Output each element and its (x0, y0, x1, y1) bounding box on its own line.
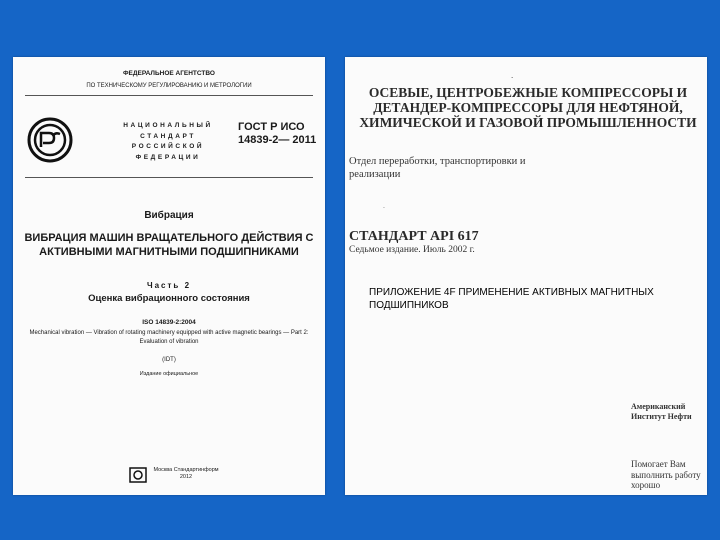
edition-label: Седьмое издание. Июль 2002 г. (349, 245, 475, 255)
document-title: ОСЕВЫЕ, ЦЕНТРОБЕЖНЫЕ КОМПРЕССОРЫ И ДЕТАНДЕР-КОМПРЕССОРЫ ДЛЯ НЕФТЯНОЙ, ХИМИЧЕСКОЙ И ГАЗОВОЙ ПРОМЫШЛЕННОСТИ (359, 85, 697, 130)
document-group: Вибрация (144, 210, 194, 221)
agency-line-2: ПО ТЕХНИЧЕСКОМУ РЕГУЛИРОВАНИЮ И МЕТРОЛОГИИ (86, 83, 252, 89)
logo-text: РСТ (47, 158, 53, 162)
part-label: Часть 2 (146, 281, 192, 290)
api-standard-cover (345, 57, 707, 495)
agency-line-1: ФЕДЕРАЛЬНОЕ АГЕНТСТВО (123, 70, 215, 77)
document-title: ВИБРАЦИЯ МАШИН ВРАЩАТЕЛЬНОГО ДЕЙСТВИЯ С АКТИВНЫМИ МАГНИТНЫМИ ПОДШИПНИКАМИ (24, 232, 314, 258)
standard-number: СТАНДАРТ API 617 (349, 229, 479, 244)
official-edition-label: Издание официальное (139, 371, 199, 377)
gost-document-cover (13, 57, 325, 495)
document-subtitle: Оценка вибрационного состояния (88, 293, 250, 304)
rst-logo-icon (27, 117, 73, 163)
national-standard-label: НАЦИОНАЛЬНЫЙ СТАНДАРТ РОССИЙСКОЙ ФЕДЕРАЦИИ (123, 122, 213, 161)
appendix-title: ПРИЛОЖЕНИЕ 4F ПРИМЕНЕНИЕ АКТИВНЫХ МАГНИТНЫХ ПОДШИПНИКОВ (369, 287, 654, 311)
divider-rule (25, 177, 313, 178)
scan-speck: . (511, 71, 514, 80)
division-label: Отдел переработки, транспортировки и реализации (349, 156, 526, 180)
publisher-imprint: Москва Стандартинформ 2012 (153, 467, 219, 480)
idt-marker: (IDT) (162, 357, 176, 363)
header-rule (25, 95, 313, 96)
institute-name: Американский Институт Нефти (631, 402, 692, 421)
english-title: Mechanical vibration — Vibration of rotating machinery equipped with active magnetic bearings — Part 2: Evaluation of vibration (29, 330, 309, 345)
iso-reference: ISO 14839-2:2004 (142, 319, 196, 326)
tagline: Помогает Вам выполнить работу хорошо (631, 459, 701, 490)
standard-number: ГОСТ Р ИСО 14839-2— 2011 (238, 121, 317, 146)
scan-speck: . (383, 203, 385, 210)
publisher-logo-icon (129, 467, 147, 483)
